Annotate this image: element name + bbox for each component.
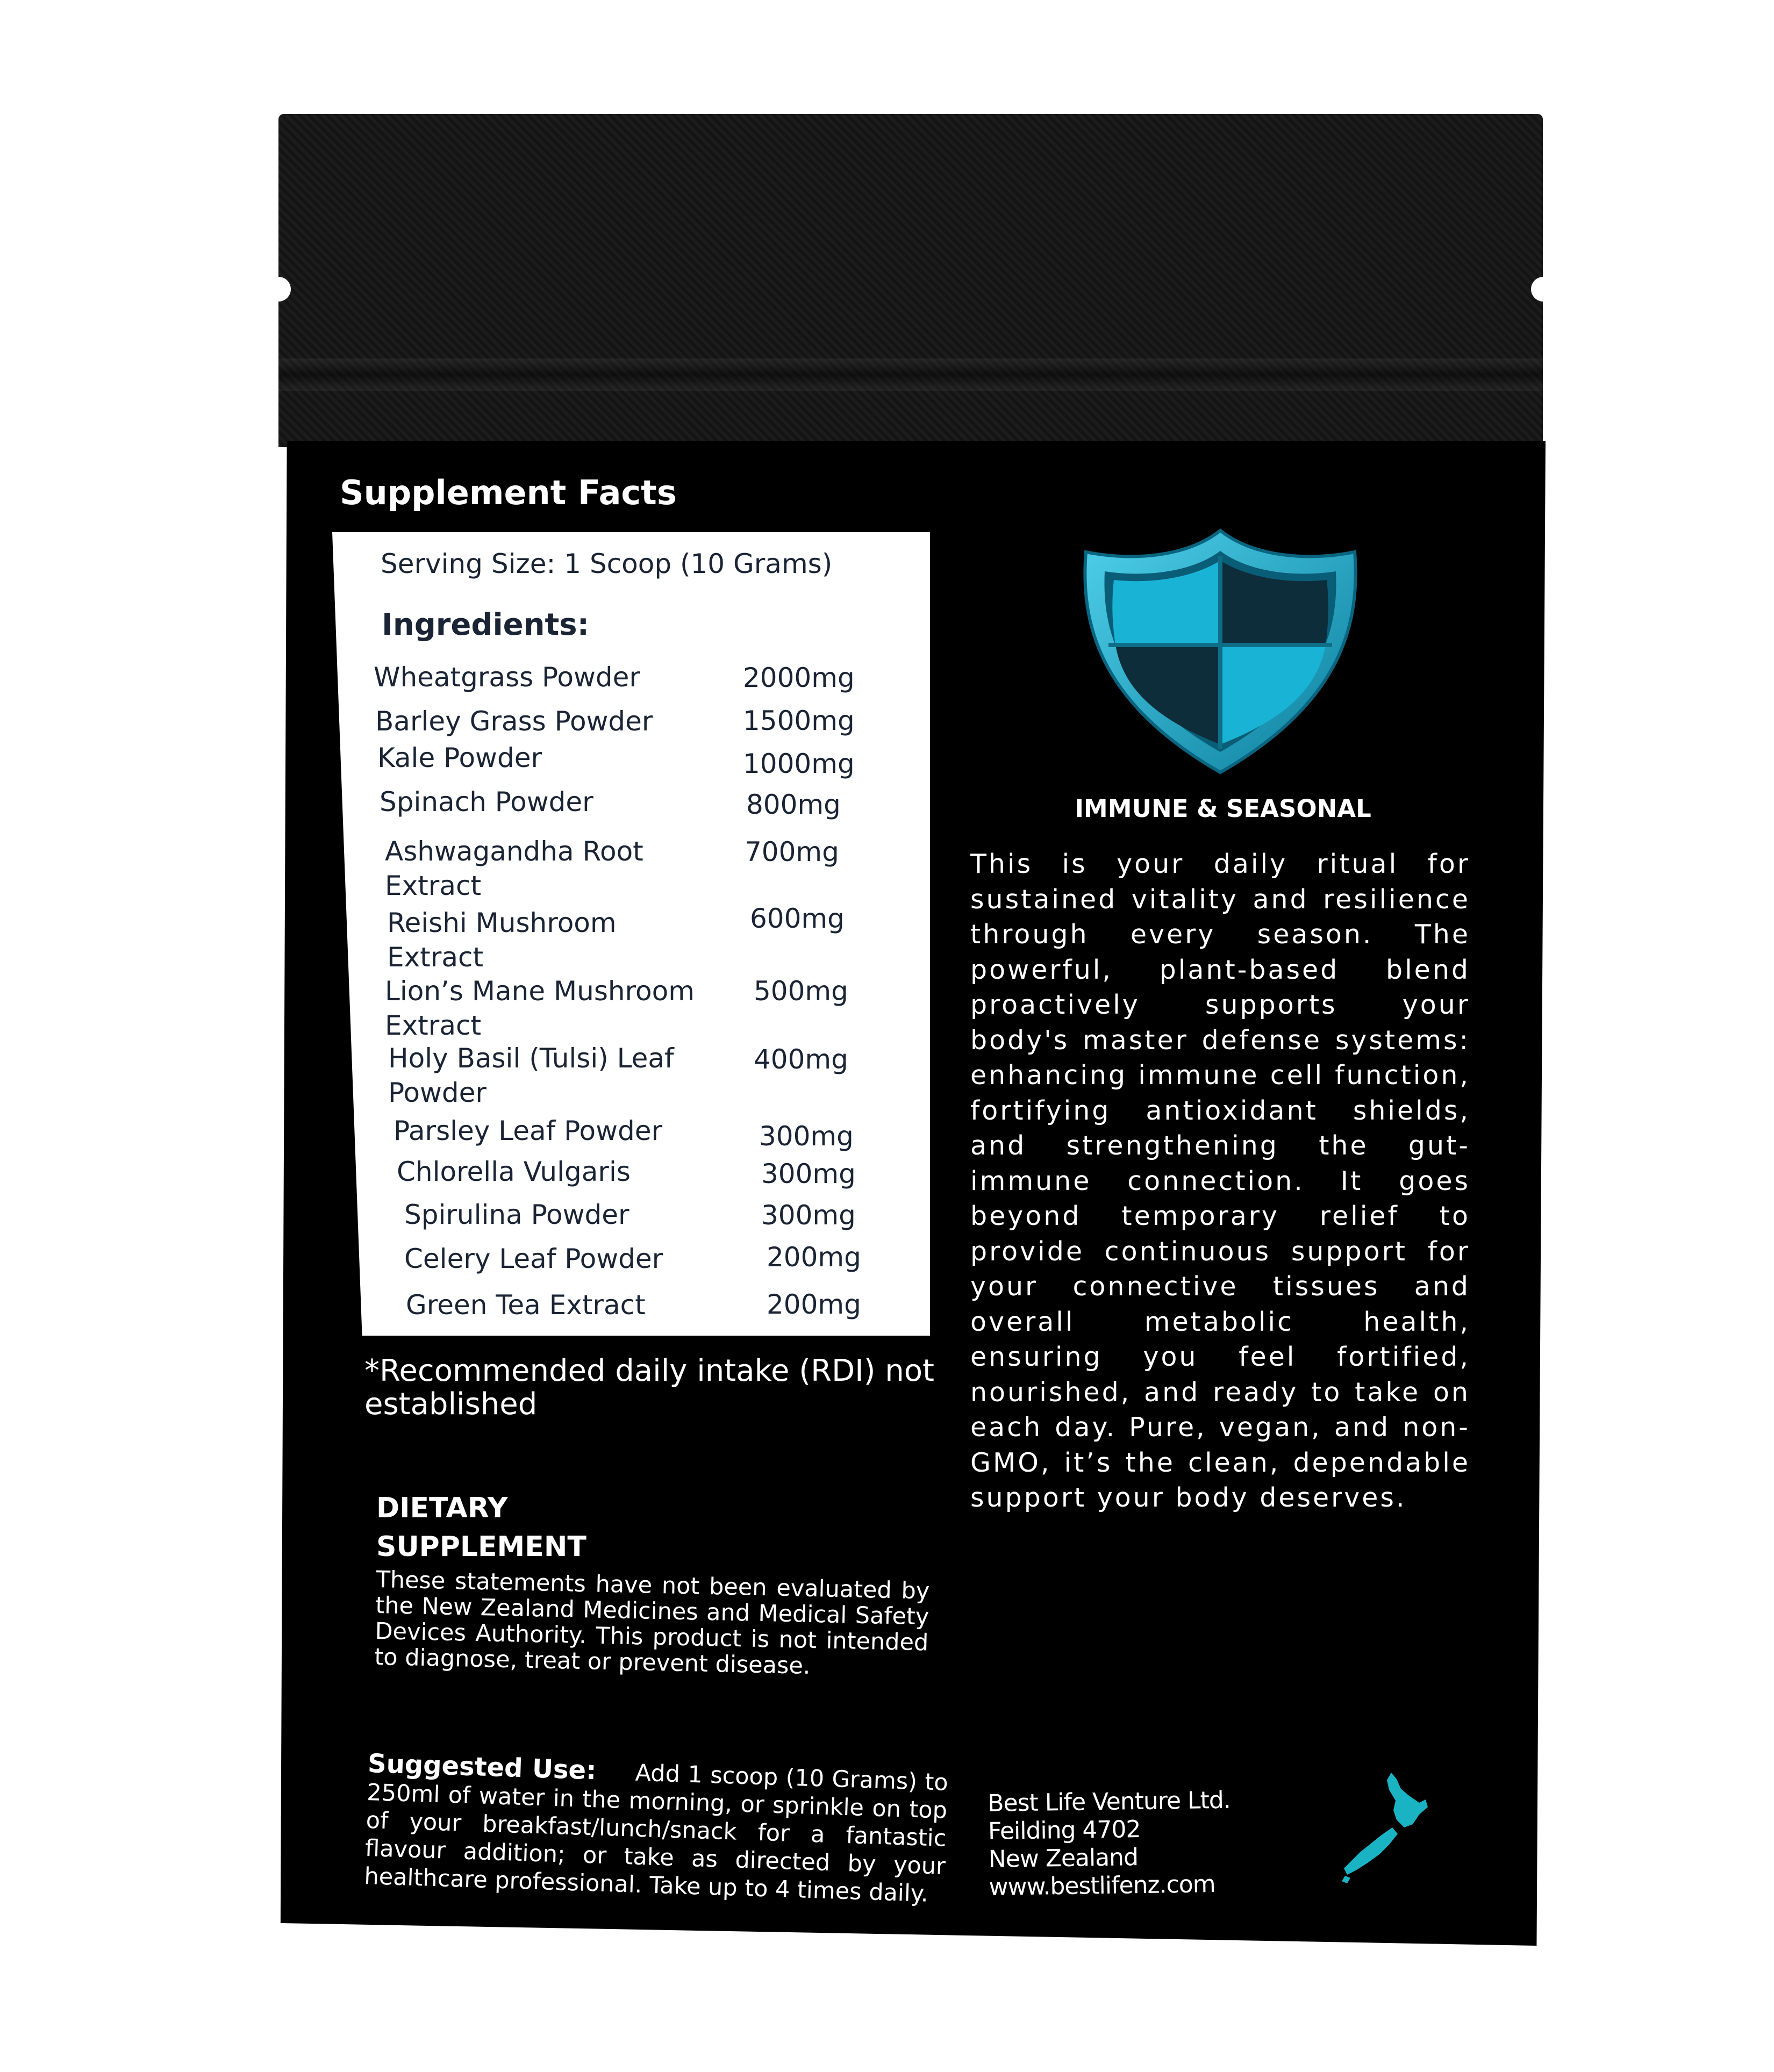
ingredient-amount: 700mg <box>745 836 839 867</box>
ingredient-name: Parsley Leaf Powder <box>394 1115 663 1146</box>
ingredient-amount: 1000mg <box>743 748 855 779</box>
company-country: New Zealand <box>988 1844 1139 1873</box>
ingredient-amount: 300mg <box>759 1121 854 1152</box>
ingredient-amount: 600mg <box>750 903 845 934</box>
ingredient-name: Green Tea Extract <box>406 1289 646 1321</box>
new-zealand-map-icon <box>1333 1768 1441 1887</box>
suggested-use-text: Add 1 scoop (10 Grams) to 250ml of water in the morning, or sprinkle on top of your breakfast/lunch/snack for a fantastic flavour addition; or take as directed by your healthcare professional. Take up to 4 times daily. <box>363 1759 949 1908</box>
company-city: Feilding 4702 <box>988 1816 1141 1845</box>
tear-notch-right <box>1531 277 1556 302</box>
ingredient-amount: 300mg <box>761 1200 856 1231</box>
ingredient-amount: 1500mg <box>743 705 855 736</box>
ingredient-name: Celery Leaf Powder <box>404 1243 663 1274</box>
ingredients-title: Ingredients: <box>382 607 590 642</box>
dietary-supplement-title: DIETARY SUPPLEMENT <box>376 1492 586 1563</box>
ingredient-name: Lion’s Mane Mushroom Extract <box>385 976 695 1041</box>
shield-icon <box>1075 524 1365 777</box>
company-website: www.bestlifenz.com <box>989 1870 1215 1901</box>
category-label: IMMUNE & SEASONAL <box>1075 794 1371 823</box>
ingredient-name: Holy Basil (Tulsi) Leaf Powder <box>388 1043 674 1108</box>
ingredient-amount: 300mg <box>761 1158 856 1189</box>
ingredient-amount: 800mg <box>746 789 841 820</box>
serving-size: Serving Size: 1 Scoop (10 Grams) <box>381 548 833 579</box>
ingredient-name: Spirulina Powder <box>404 1199 630 1230</box>
company-address <box>988 1787 1232 1902</box>
company-name: Best Life Venture Ltd. <box>988 1786 1231 1817</box>
ingredient-amount: 500mg <box>754 976 848 1007</box>
ingredient-name: Wheatgrass Powder <box>374 662 640 693</box>
ingredient-amount: 200mg <box>767 1242 861 1273</box>
ingredient-name: Kale Powder <box>377 742 542 773</box>
suggested-use-label: Suggested Use: <box>367 1748 597 1786</box>
tear-notch-left <box>266 277 291 302</box>
ingredient-name: Ashwagandha Root Extract <box>385 836 643 901</box>
supplement-facts-title: Supplement Facts <box>340 473 677 512</box>
dietary-disclaimer: These statements have not been evaluated by the New Zealand Medicines and Medical Safety Devices Authority. This product is not intended to diagnose, treat or prevent disease. <box>374 1566 930 1680</box>
suggested-use <box>364 1750 949 1909</box>
ingredient-amount: 2000mg <box>743 662 855 693</box>
product-description: This is your daily ritual for sustained vitality and resilience through every season. The powerful, plant-based blend proactively supports your body's master defense systems: enhancing immune cell function, fortifying antioxidant shields, and strengthening the gut-immune connection. It goes beyond temporary relief to provide continuous support for your connective tissues and overall metabolic health, ensuring you feel fortified, nourished, and ready to take on each day. Pure, vegan, and non-GMO, it’s the clean, dependable support your body deserves. <box>970 849 1470 1513</box>
rdi-note: *Recommended daily intake (RDI) not established <box>364 1353 934 1422</box>
ingredient-amount: 200mg <box>767 1289 861 1320</box>
ingredient-name: Spinach Powder <box>380 786 593 818</box>
ingredient-name: Barley Grass Powder <box>375 706 653 737</box>
zip-seal-strip <box>278 114 1543 447</box>
ingredient-amount: 400mg <box>754 1044 848 1075</box>
ingredient-name: Reishi Mushroom Extract <box>387 907 617 973</box>
ingredient-name: Chlorella Vulgaris <box>397 1156 631 1187</box>
